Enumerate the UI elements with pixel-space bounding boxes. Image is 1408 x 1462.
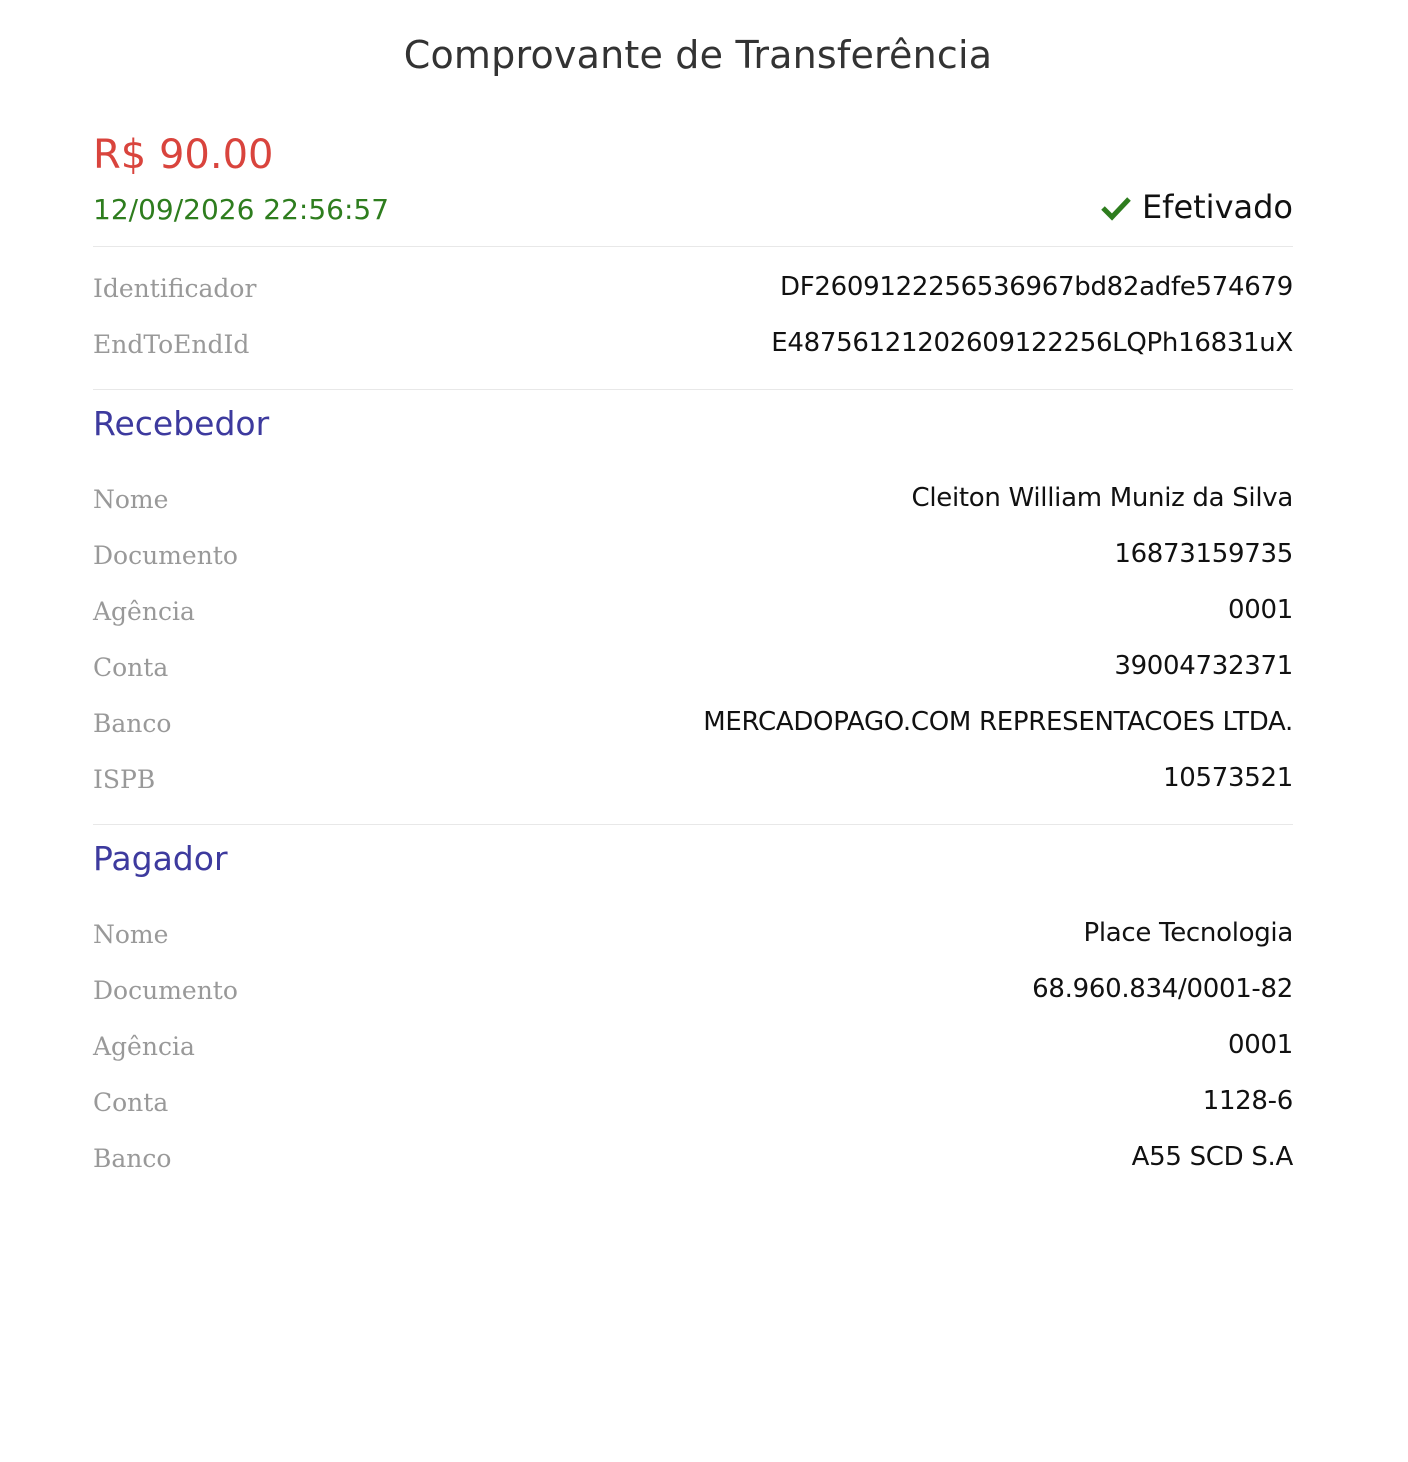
row-label: Banco [93, 1144, 172, 1173]
pagador-row-documento [93, 968, 1293, 1008]
row-value: Cleiton William Muniz da Silva [911, 483, 1293, 513]
pagador-row-conta [93, 1080, 1293, 1120]
row-value: 1128-6 [1202, 1086, 1293, 1116]
recebedor-row-documento [93, 533, 1293, 573]
row-label: Agência [93, 597, 195, 626]
recebedor-row-nome [93, 477, 1293, 517]
row-label: Nome [93, 920, 169, 949]
status-badge [1100, 186, 1293, 228]
row-label: Conta [93, 1088, 169, 1117]
row-value: 68.960.834/0001-82 [1032, 974, 1293, 1004]
row-label: Identificador [93, 274, 257, 303]
transfer-datetime: 12/09/2026 22:56:57 [93, 193, 390, 226]
recebedor-row-ispb [93, 757, 1293, 797]
row-value: 16873159735 [1114, 539, 1293, 569]
status-label: Efetivado [1141, 188, 1293, 226]
row-label: Banco [93, 709, 172, 738]
row-value: A55 SCD S.A [1131, 1142, 1293, 1172]
row-label: EndToEndId [93, 330, 250, 359]
section-title-recebedor: Recebedor [93, 404, 270, 443]
check-icon [1100, 191, 1132, 223]
row-label: Conta [93, 653, 169, 682]
row-label: Documento [93, 976, 238, 1005]
transfer-amount: R$ 90.00 [93, 132, 274, 178]
row-value: Place Tecnologia [1083, 918, 1293, 948]
info-row-endtoendid [93, 322, 1293, 362]
row-value: 0001 [1228, 595, 1293, 625]
row-label: ISPB [93, 765, 156, 794]
pagador-row-banco [93, 1136, 1293, 1176]
row-value: 0001 [1228, 1030, 1293, 1060]
row-value: DF2609122256536967bd82adfe574679 [780, 272, 1293, 302]
row-value: 39004732371 [1114, 651, 1293, 681]
divider [93, 246, 1293, 247]
divider [93, 389, 1293, 390]
row-label: Nome [93, 485, 169, 514]
section-title-pagador: Pagador [93, 839, 228, 878]
pagador-row-nome [93, 912, 1293, 952]
page-title: Comprovante de Transferência [403, 33, 993, 77]
recebedor-row-agencia [93, 589, 1293, 629]
row-value: E48756121202609122256LQPh16831uX [771, 328, 1293, 358]
recebedor-row-banco [93, 701, 1293, 741]
recebedor-row-conta [93, 645, 1293, 685]
pagador-row-agencia [93, 1024, 1293, 1064]
row-value: MERCADOPAGO.COM REPRESENTACOES LTDA. [703, 707, 1293, 737]
row-label: Documento [93, 541, 238, 570]
info-row-identificador [93, 266, 1293, 306]
row-value: 10573521 [1163, 763, 1293, 793]
row-label: Agência [93, 1032, 195, 1061]
divider [93, 824, 1293, 825]
